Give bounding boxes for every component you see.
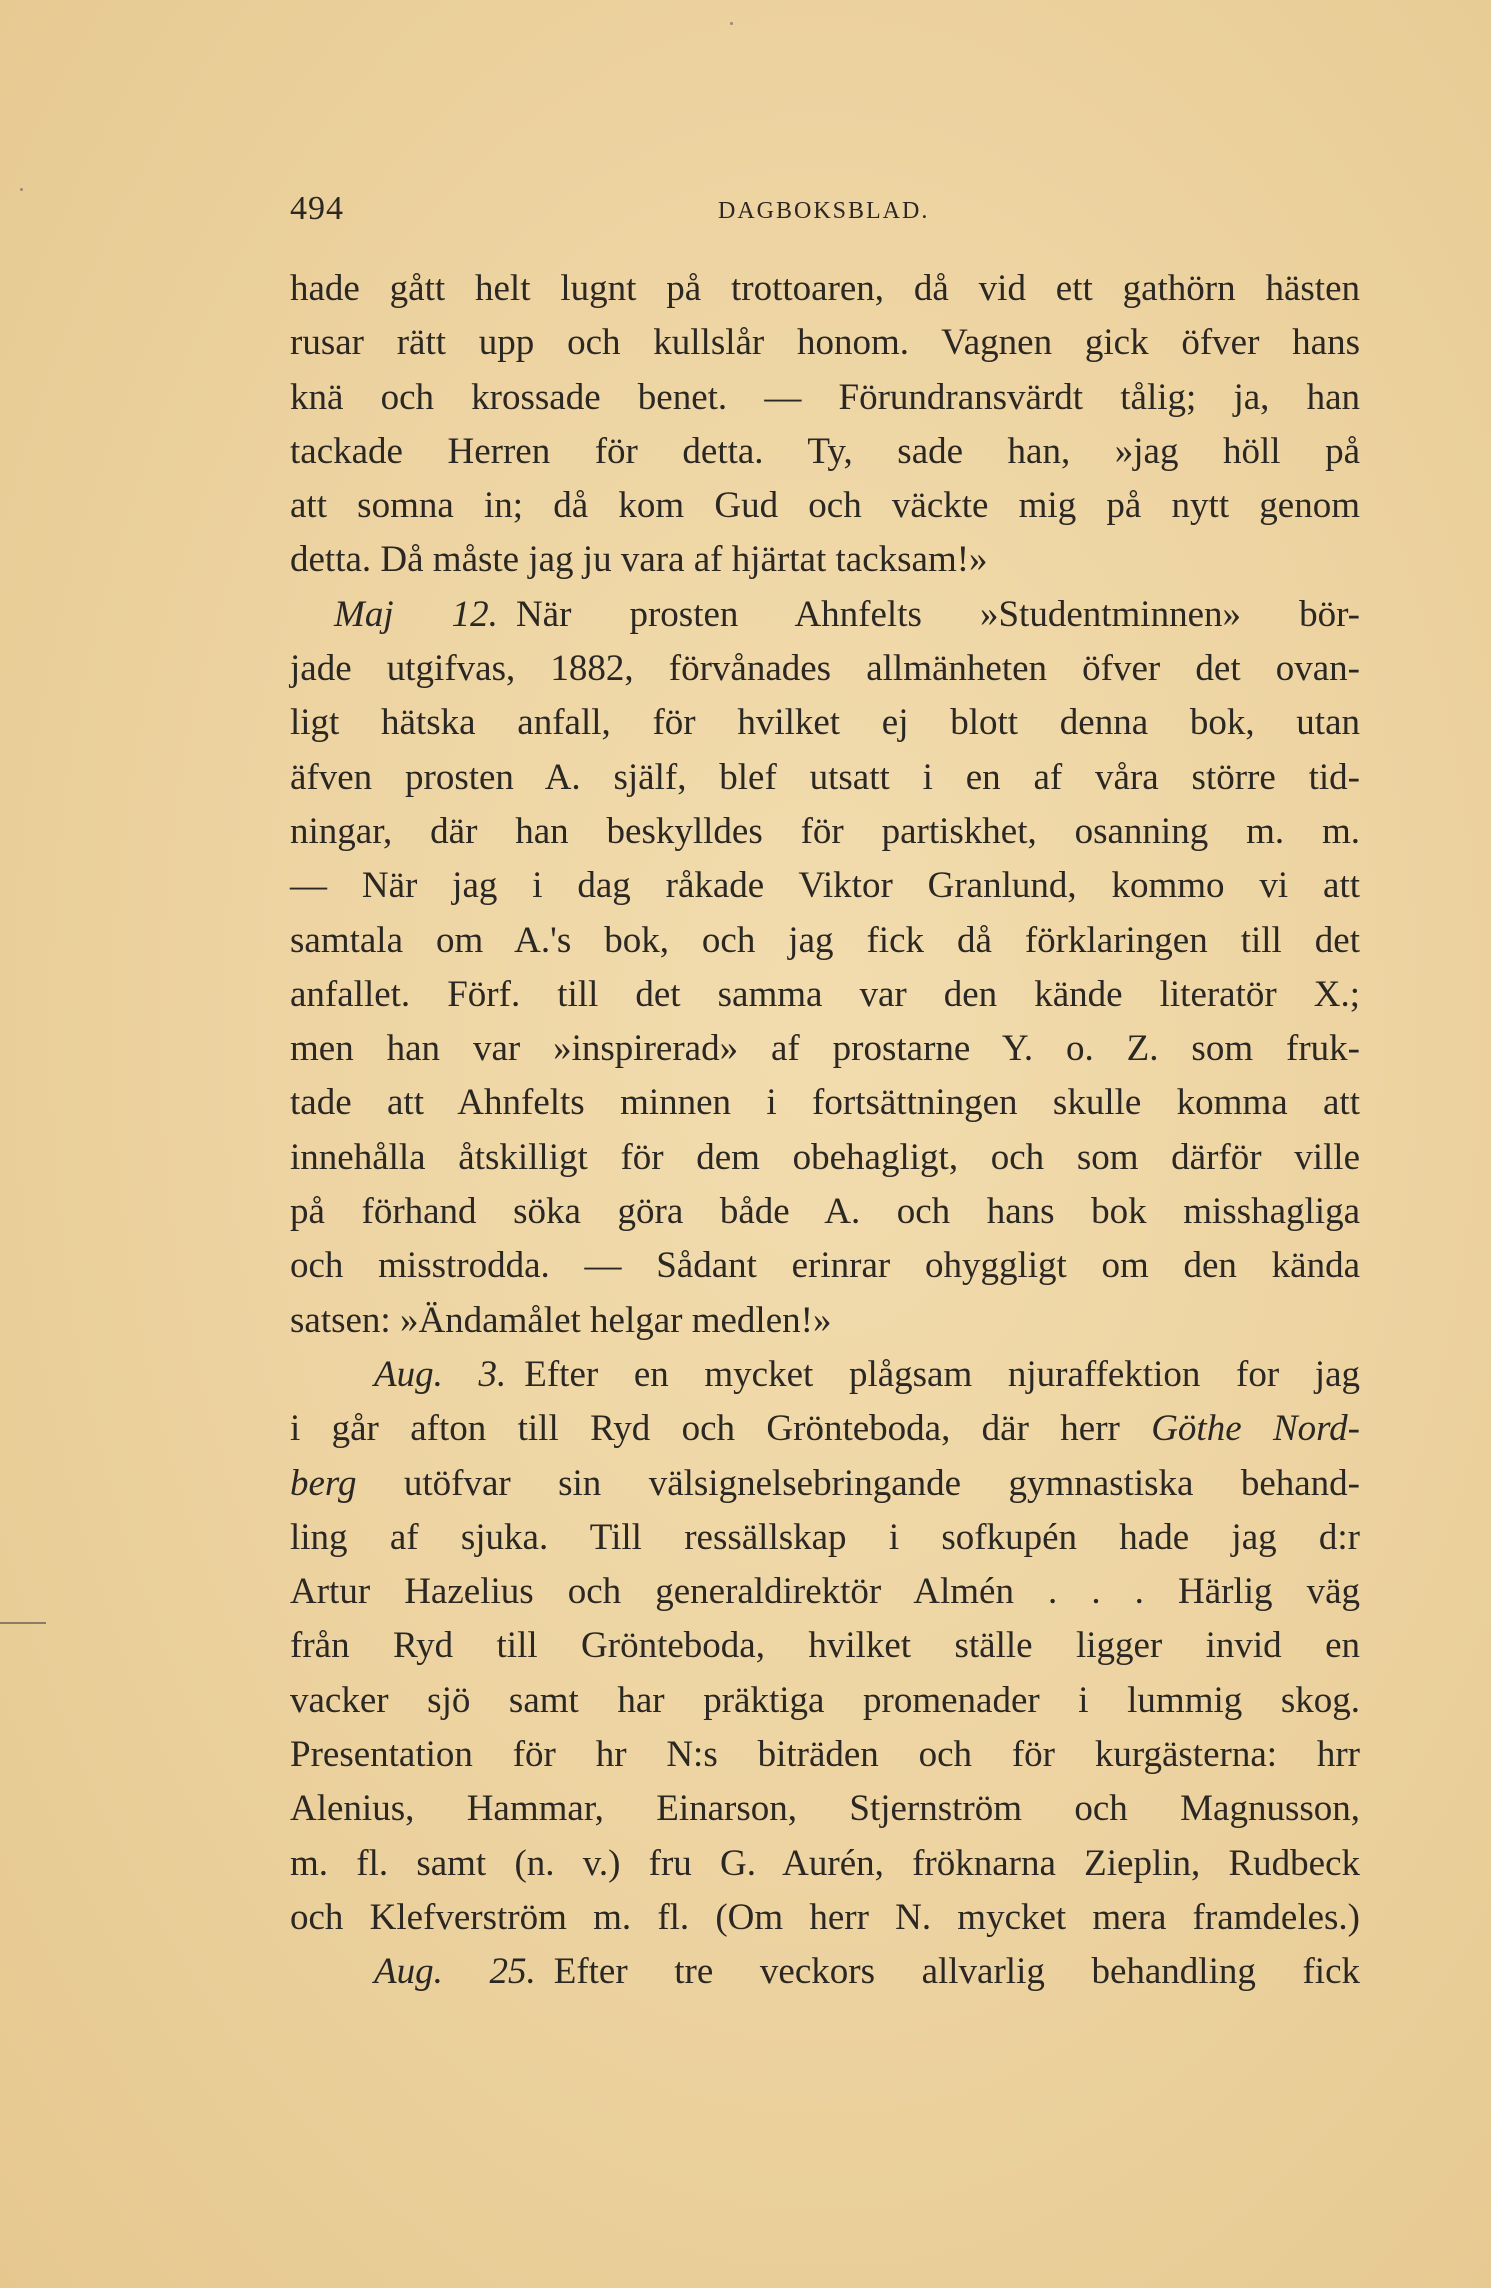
text-line: från Ryd till Grönteboda, hvilket ställe ligger invid en	[290, 1625, 1360, 1667]
text-line: och misstrodda. — Sådant erinrar ohyggligt om den kända	[290, 1245, 1360, 1287]
page-number: 494	[290, 190, 344, 227]
text-line: Alenius, Hammar, Einarson, Stjernström och Magnusson,	[290, 1788, 1360, 1830]
text-line: Presentation för hr N:s biträden och för kurgästerna: hrr	[290, 1734, 1360, 1776]
text-line: innehålla åtskilligt för dem obehagligt, och som därför ville	[290, 1136, 1360, 1178]
text-line: knä och krossade benet. — Förundransvärdt tålig; ja, han	[290, 376, 1360, 418]
text-line: rusar rätt upp och kullslår honom. Vagnen gick öfver hans	[290, 322, 1360, 364]
text-line	[290, 1457, 1360, 1511]
entry-date: Maj 12.	[334, 593, 498, 635]
text-line: ningar, där han beskylldes för partiskhet, osanning m. m.	[290, 810, 1360, 852]
text-line: tackade Herren för detta. Ty, sade han, »jag höll på	[290, 430, 1360, 472]
text-line: hade gått helt lugnt på trottoaren, då vid ett gathörn hästen	[290, 268, 1360, 309]
entry-text: Efter tre veckors allvarlig behandling fick	[553, 1951, 1360, 1993]
text-line: jade utgifvas, 1882, förvånades allmänheten öfver det ovan-	[290, 648, 1360, 690]
running-head: DAGBOKSBLAD.	[718, 198, 930, 224]
entry-first-line	[290, 1348, 1360, 1402]
text-line: m. fl. samt (n. v.) fru G. Aurén, fröknarna Zieplin, Rudbeck	[290, 1842, 1360, 1884]
text-line: ligt hätska anfall, för hvilket ej blott denna bok, utan	[290, 702, 1360, 744]
text-line: ling af sjuka. Till ressällskap i sofkupén hade jag d:r	[290, 1516, 1360, 1558]
text-line: detta. Då måste jag ju vara af hjärtat tacksam!»	[290, 539, 988, 581]
text-line: Artur Hazelius och generaldirektör Almén . . . Härlig väg	[290, 1571, 1360, 1613]
entry-first-line	[290, 1945, 1360, 1999]
text-line: att somna in; då kom Gud och väckte mig på nytt genom	[290, 485, 1360, 527]
paper-speck	[730, 22, 733, 25]
text-line: anfallet. Förf. till det samma var den kände literatör X.;	[290, 973, 1360, 1015]
margin-mark	[0, 1622, 46, 1624]
entry-text: När prosten Ahnfelts »Studentminnen» bör-	[515, 593, 1360, 635]
text-line: — När jag i dag råkade Viktor Granlund, kommo vi att	[290, 865, 1360, 907]
entry-first-line	[290, 588, 1360, 642]
paper-speck	[20, 188, 23, 191]
text-line	[290, 1402, 1360, 1456]
person-name: berg	[290, 1462, 357, 1504]
entry-date: Aug. 3.	[374, 1353, 507, 1395]
person-name: Göthe Nord-	[1151, 1408, 1361, 1450]
text-fragment: i går afton till Ryd och Grönteboda, där herr	[290, 1408, 1120, 1450]
text-line: satsen: »Ändamålet helgar medlen!»	[290, 1299, 832, 1341]
text-line: äfven prosten A. själf, blef utsatt i en af våra större tid-	[290, 756, 1360, 798]
text-line: samtala om A.'s bok, och jag fick då förklaringen till det	[290, 919, 1360, 961]
text-line: vacker sjö samt har präktiga promenader i lummig skog.	[290, 1679, 1360, 1721]
text-fragment: utöfvar sin välsignelsebringande gymnastiska behand-	[403, 1462, 1360, 1504]
entry-text: Efter en mycket plågsam njuraffektion for jag	[524, 1353, 1360, 1395]
text-line: och Klefverström m. fl. (Om herr N. mycket mera framdeles.)	[290, 1896, 1360, 1938]
entry-date: Aug. 25.	[374, 1951, 536, 1993]
text-line: på förhand söka göra både A. och hans bok misshagliga	[290, 1191, 1360, 1233]
page-header	[290, 190, 1360, 250]
text-line: tade att Ahnfelts minnen i fortsättningen skulle komma att	[290, 1082, 1360, 1124]
text-line: men han var »inspirerad» af prostarne Y. o. Z. som fruk-	[290, 1028, 1360, 1070]
body-text	[290, 262, 1360, 2000]
